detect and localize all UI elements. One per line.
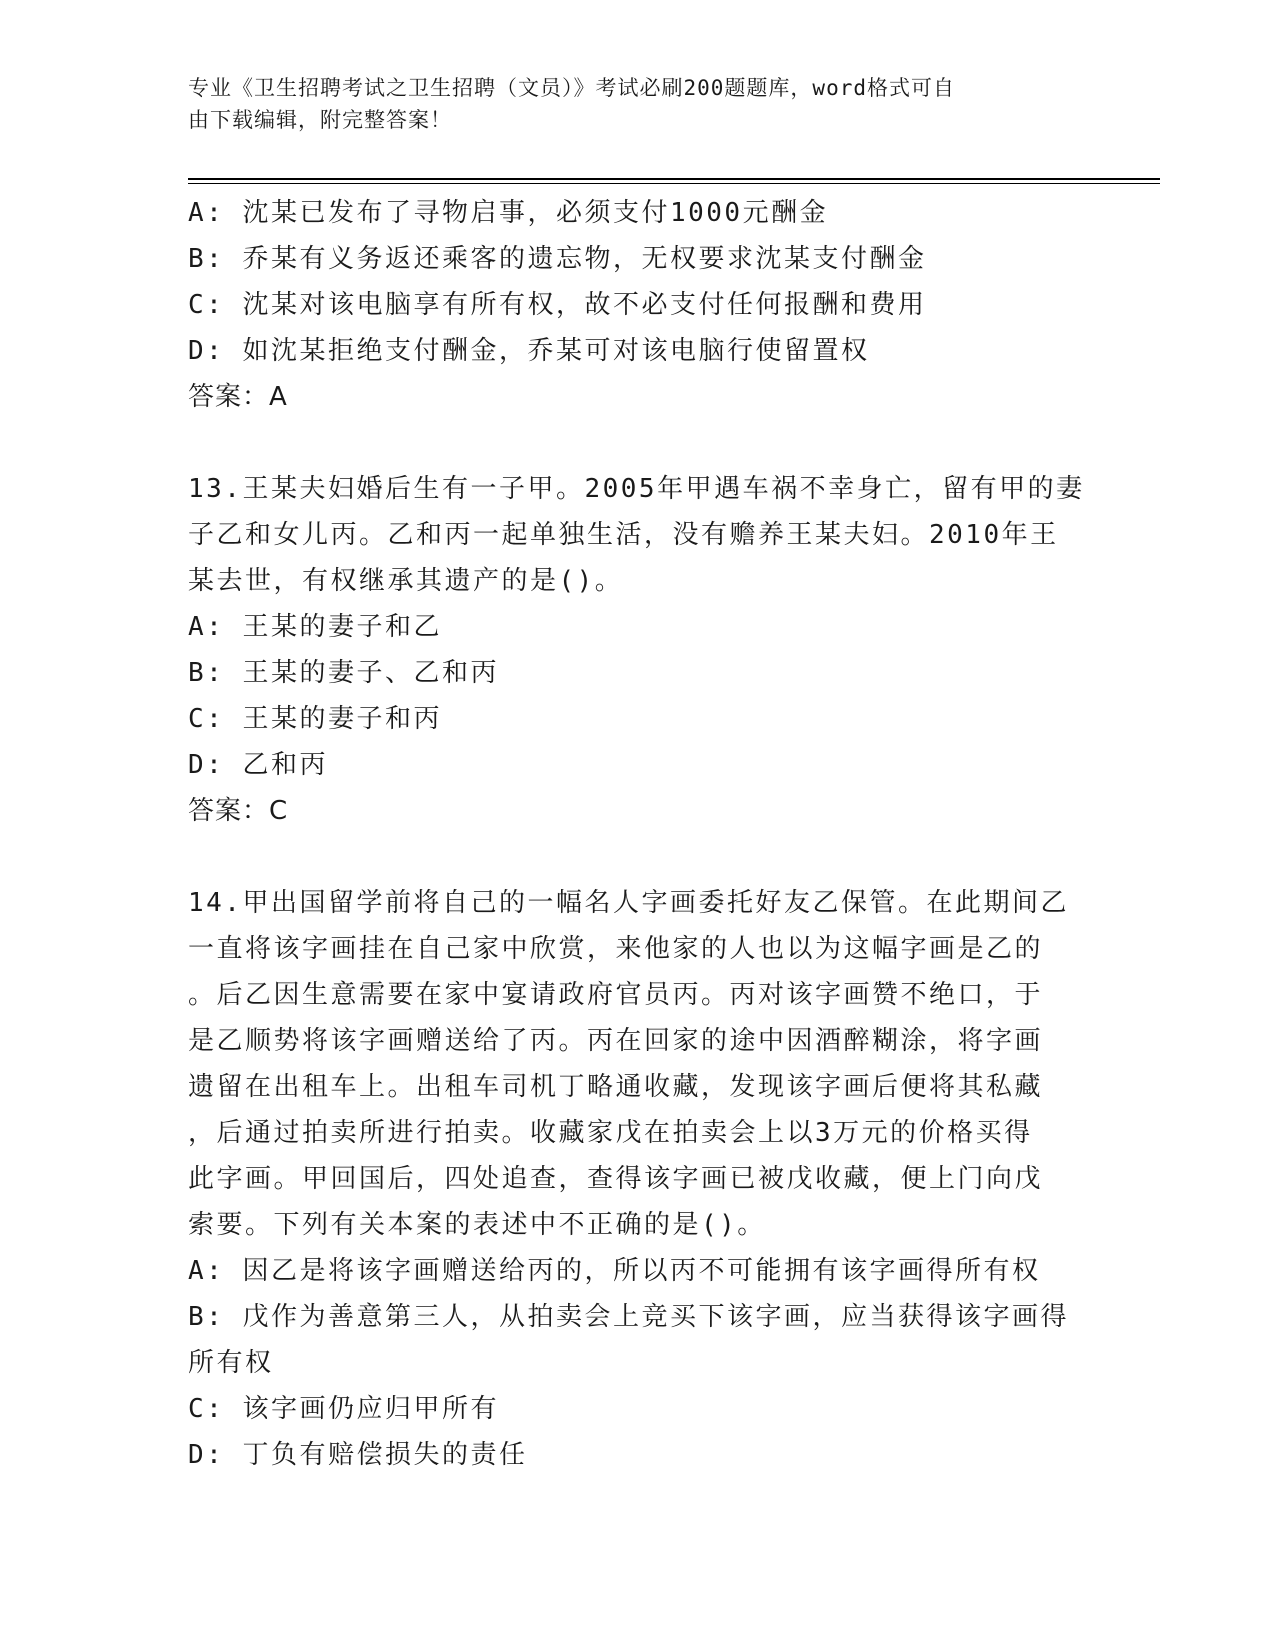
option-c: C: 王某的妻子和丙 <box>188 704 442 734</box>
question-stem-line: ，后通过拍卖所进行拍卖。收藏家戊在拍卖会上以3万元的价格买得 <box>188 1118 1033 1148</box>
answer-line: 答案：C <box>188 796 289 826</box>
question-12-options <box>188 190 1088 420</box>
answer-line: 答案：A <box>188 382 288 412</box>
option-a: A: 沈某已发布了寻物启事，必须支付1000元酬金 <box>188 198 829 228</box>
question-14 <box>188 880 1088 1478</box>
header-line-1: 专业《卫生招聘考试之卫生招聘（文员）》考试必刷200题题库，word格式可自 <box>188 76 955 100</box>
question-stem-line: 是乙顺势将该字画赠送给了丙。丙在回家的途中因酒醉糊涂，将字画 <box>188 1026 1044 1056</box>
question-stem-line: 14.甲出国留学前将自己的一幅名人字画委托好友乙保管。在此期间乙 <box>188 888 1069 918</box>
option-b: B: 王某的妻子、乙和丙 <box>188 658 499 688</box>
option-b-continued: 所有权 <box>188 1348 274 1378</box>
question-13 <box>188 466 1088 834</box>
option-b: B: 乔某有义务返还乘客的遗忘物，无权要求沈某支付酬金 <box>188 244 927 274</box>
question-spacer <box>188 834 1088 880</box>
option-c: C: 该字画仍应归甲所有 <box>188 1394 499 1424</box>
option-a: A: 王某的妻子和乙 <box>188 612 442 642</box>
option-d: D: 乙和丙 <box>188 750 328 780</box>
question-stem-line: 遗留在出租车上。出租车司机丁略通收藏，发现该字画后便将其私藏 <box>188 1072 1044 1102</box>
option-a: A: 因乙是将该字画赠送给丙的，所以丙不可能拥有该字画得所有权 <box>188 1256 1041 1286</box>
question-stem-line: 子乙和女儿丙。乙和丙一起单独生活，没有赡养王某夫妇。2010年王 <box>188 520 1059 550</box>
header-divider-thin <box>188 183 1160 184</box>
question-stem-line: 索要。下列有关本案的表述中不正确的是()。 <box>188 1210 766 1240</box>
document-header <box>188 72 1088 136</box>
question-stem-line: 此字画。甲回国后，四处追查，查得该字画已被戊收藏，便上门向戊 <box>188 1164 1044 1194</box>
document-body <box>188 190 1088 1478</box>
question-stem-line: 。后乙因生意需要在家中宴请政府官员丙。丙对该字画赞不绝口，于 <box>188 980 1044 1010</box>
option-d: D: 如沈某拒绝支付酬金，乔某可对该电脑行使留置权 <box>188 336 870 366</box>
question-stem-line: 13.王某夫妇婚后生有一子甲。2005年甲遇车祸不幸身亡，留有甲的妻 <box>188 474 1085 504</box>
question-spacer <box>188 420 1088 466</box>
question-stem-line: 一直将该字画挂在自己家中欣赏，来他家的人也以为这幅字画是乙的 <box>188 934 1044 964</box>
header-line-2: 由下载编辑，附完整答案！ <box>188 108 452 132</box>
header-divider-thick <box>188 178 1160 180</box>
option-d: D: 丁负有赔偿损失的责任 <box>188 1440 528 1470</box>
option-c: C: 沈某对该电脑享有所有权，故不必支付任何报酬和费用 <box>188 290 927 320</box>
question-stem-line: 某去世，有权继承其遗产的是()。 <box>188 566 624 596</box>
option-b: B: 戊作为善意第三人，从拍卖会上竞买下该字画，应当获得该字画得 <box>188 1302 1069 1332</box>
